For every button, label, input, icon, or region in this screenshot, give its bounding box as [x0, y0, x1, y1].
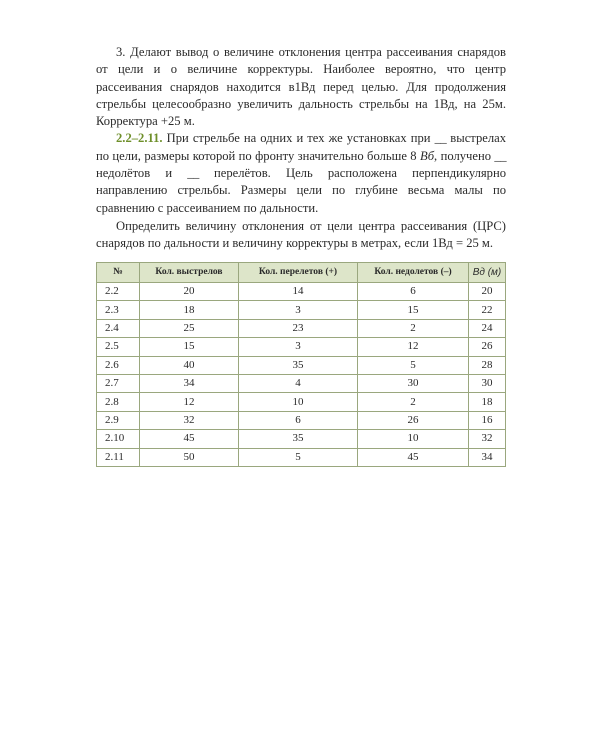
- cell-shots: 40: [140, 356, 239, 374]
- cell-over: 4: [239, 374, 358, 392]
- header-num: №: [97, 263, 140, 283]
- cell-under: 5: [358, 356, 469, 374]
- table-header-row: [97, 263, 506, 283]
- cell-id: 2.11: [97, 448, 140, 466]
- table-row: [97, 411, 506, 429]
- table-row: [97, 448, 506, 466]
- problem-number: 2.2–2.11.: [116, 131, 163, 146]
- header-under: Кол. недолетов (–): [358, 263, 469, 283]
- cell-under: 45: [358, 448, 469, 466]
- cell-shots: 18: [140, 301, 239, 319]
- cell-under: 12: [358, 338, 469, 356]
- cell-id: 2.6: [97, 356, 140, 374]
- blank: __: [434, 131, 447, 146]
- table-row: [97, 356, 506, 374]
- cell-shots: 34: [140, 374, 239, 392]
- table-row: [97, 374, 506, 392]
- paragraph-problem: 2.2–2.11. При стрельбе на одних и тех же установках при __ выстрелах по цели, размеры которой по фронту значительно больше 8 Вб, получено __ недолётов и __ перелётов. Цель расположена перпендикулярно направлению стрельбы. Размеры цели по глубине весьма малы по сравнению с рассеиванием по дальности.: [96, 131, 507, 215]
- table-row: [97, 430, 506, 448]
- cell-under: 10: [358, 430, 469, 448]
- cell-over: 35: [239, 430, 358, 448]
- table-row: [97, 393, 506, 411]
- cell-id: 2.9: [97, 411, 140, 429]
- cell-vd: 20: [469, 283, 506, 301]
- cell-id: 2.5: [97, 338, 140, 356]
- cell-over: 3: [239, 301, 358, 319]
- cell-vd: 28: [469, 356, 506, 374]
- blank: __: [494, 148, 506, 163]
- cell-id: 2.8: [97, 393, 140, 411]
- cell-vd: 18: [469, 393, 506, 411]
- blank: __: [187, 166, 199, 181]
- cell-under: 30: [358, 374, 469, 392]
- data-table: [96, 262, 506, 467]
- cell-under: 2: [358, 393, 469, 411]
- table-row: [97, 319, 506, 337]
- cell-over: 10: [239, 393, 358, 411]
- cell-over: 14: [239, 283, 358, 301]
- cell-vd: 22: [469, 301, 506, 319]
- cell-over: 6: [239, 411, 358, 429]
- cell-shots: 12: [140, 393, 239, 411]
- cell-over: 23: [239, 319, 358, 337]
- cell-under: 15: [358, 301, 469, 319]
- cell-shots: 32: [140, 411, 239, 429]
- cell-id: 2.10: [97, 430, 140, 448]
- cell-vd: 26: [469, 338, 506, 356]
- cell-id: 2.4: [97, 319, 140, 337]
- table-row: [97, 301, 506, 319]
- table-row: [97, 283, 506, 301]
- cell-vd: 24: [469, 319, 506, 337]
- paragraph-task: Определить величину отклонения от цели центра рассеивания (ЦРС) снарядов по дальности и величину корректуры в метрах, если 1Вд = 25 м.: [96, 218, 506, 251]
- cell-id: 2.7: [97, 374, 140, 392]
- cell-shots: 45: [140, 430, 239, 448]
- cell-id: 2.2: [97, 283, 140, 301]
- cell-vd: 16: [469, 411, 506, 429]
- text-body: [96, 44, 506, 253]
- header-over: Кол. перелетов (+): [239, 263, 358, 283]
- header-vd: Вд (м): [469, 263, 506, 283]
- cell-under: 6: [358, 283, 469, 301]
- cell-vd: 30: [469, 374, 506, 392]
- cell-shots: 15: [140, 338, 239, 356]
- cell-over: 5: [239, 448, 358, 466]
- cell-id: 2.3: [97, 301, 140, 319]
- cell-vd: 34: [469, 448, 506, 466]
- cell-under: 2: [358, 319, 469, 337]
- cell-over: 3: [239, 338, 358, 356]
- cell-vd: 32: [469, 430, 506, 448]
- cell-shots: 50: [140, 448, 239, 466]
- cell-shots: 20: [140, 283, 239, 301]
- cell-shots: 25: [140, 319, 239, 337]
- cell-over: 35: [239, 356, 358, 374]
- table-row: [97, 338, 506, 356]
- paragraph-conclusion: 3. Делают вывод о величине отклонения центра рассеивания снарядов от цели и о величине корректуры. Наиболее вероятно, что центр рассеивания снарядов находится в1Вд перед целью. Для продолжения стрельбы целесообразно увеличить дальность стрельбы на 1Вд, на 25м. Корректура +25 м.: [96, 45, 506, 129]
- cell-under: 26: [358, 411, 469, 429]
- header-shots: Кол. выстрелов: [140, 263, 239, 283]
